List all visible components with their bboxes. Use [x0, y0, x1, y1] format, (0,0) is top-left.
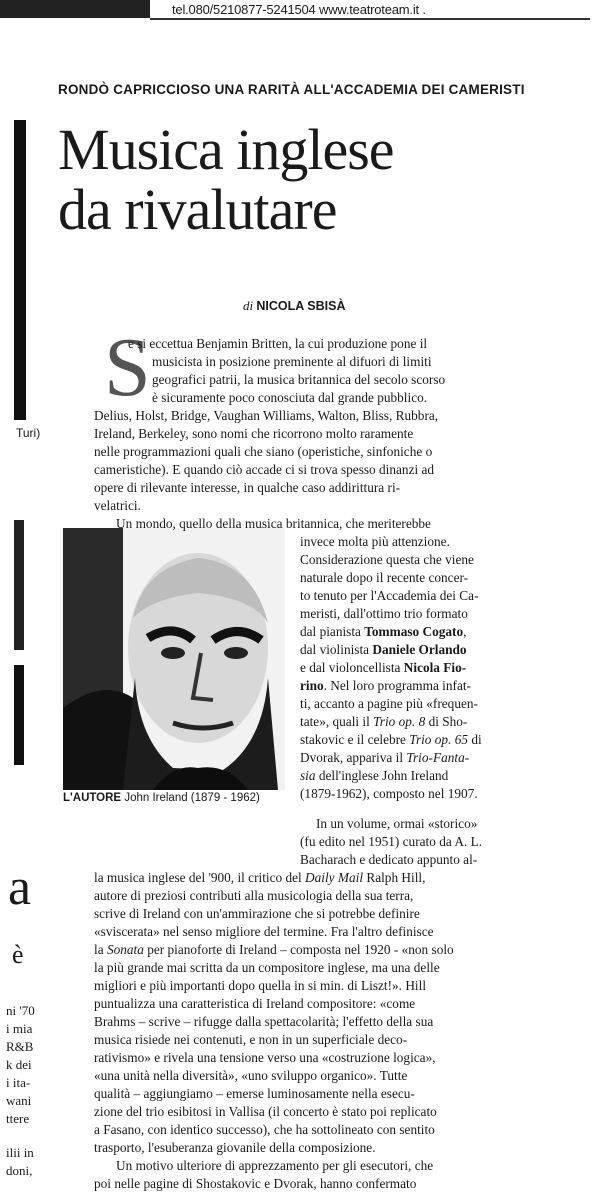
body-line: Considerazione questa che viene	[300, 552, 474, 567]
body-line: (1879-1962), composto nel 1907.	[300, 786, 478, 801]
body-line: dal pianista Tommaso Cogato,	[300, 624, 467, 639]
byline-author: NICOLA SBISÀ	[256, 299, 346, 313]
body-line: Brahms – scrive – rifugge dalla spettacolarità; l'effetto della sua	[94, 1014, 434, 1029]
drop-cap: S	[104, 321, 151, 414]
clip-fragment: ilii in	[6, 1145, 34, 1160]
body-line: stakovic e il celebre Trio op. 65 di	[300, 732, 482, 747]
kicker: RONDÒ CAPRICCIOSO UNA RARITÀ ALL'ACCADEMIA DEI CAMERISTI	[58, 82, 525, 97]
body-line: Un motivo ulteriore di apprezzamento per gli esecutori, che	[116, 1158, 434, 1173]
body-line: meristi, dall'ottimo trio formato	[300, 606, 468, 621]
contact-line: tel.080/5210877-5241504 www.teatroteam.it .	[172, 2, 426, 17]
masthead-strip	[0, 0, 600, 24]
clip-fragment: i ita-	[6, 1075, 31, 1090]
body-line: In un volume, ormai «storico»	[316, 816, 478, 831]
body-line: opere di rilevante interesse, in qualche caso addirittura ri-	[94, 480, 401, 495]
body-line: musica risiede nei contenuti, e non in un superficiale deco-	[94, 1032, 408, 1047]
clip-fragment: R&B	[6, 1039, 34, 1054]
body-line: nelle programmazioni quali che siano (operistiche, sinfoniche o	[94, 444, 433, 459]
body-line: musicista in posizione preminente al difuori di limiti	[152, 354, 432, 369]
clip-fragment: wani	[6, 1093, 32, 1108]
byline	[243, 298, 346, 314]
body-line: poi nelle pagine di Shostakovic e Dvorak, hanno confermato	[94, 1176, 417, 1191]
body-line: rativismo» e rivela una tensione verso una «costruzione logica»,	[94, 1050, 436, 1065]
body-line: geografici patrii, la musica britannica del secolo scorso	[152, 372, 446, 387]
body-line: cameristiche). E quando ciò accade ci si trova spesso dinanzi ad	[94, 462, 435, 477]
body-line: to tenuto per l'Accademia dei Ca-	[300, 588, 479, 603]
body-line: zione del trio esibitosi in Vallisa (il concerto è stato poi replicato	[94, 1104, 437, 1119]
body-line: velatrici.	[94, 498, 141, 513]
clip-fragment: i mia	[6, 1021, 33, 1036]
body-line: tate», quali il Trio op. 8 di Sho-	[300, 714, 468, 729]
body-line: e dal violoncellista Nicola Fio-	[300, 660, 467, 675]
caption-text: John Ireland (1879 - 1962)	[124, 792, 260, 804]
body-line: «sviscerata» nel senso migliore del termine. Fra l'altro definisce	[94, 924, 434, 939]
clip-fragment: doni,	[6, 1163, 33, 1178]
body-line: Ireland, Berkeley, sono nomi che ricorrono molto raramente	[94, 426, 414, 441]
headline	[58, 117, 394, 242]
body-line: Un mondo, quello della musica britannica, che meriterebbe	[116, 516, 431, 531]
body-line: la più grande mai scritta da un compositore inglese, ma una delle	[94, 960, 440, 975]
clip-fragment: ttere	[6, 1111, 30, 1126]
clip-small-letter: è	[12, 940, 24, 969]
headline-line-1: Musica inglese	[58, 117, 394, 182]
body-line: e si eccettua Benjamin Britten, la cui produzione pone il	[128, 336, 428, 351]
photo-caption	[63, 792, 260, 804]
caption-label: L'AUTORE	[63, 792, 122, 804]
byline-di: di	[243, 298, 254, 313]
clip-photo-edge-2	[14, 665, 24, 765]
body-line: dal violinista Daniele Orlando	[300, 642, 467, 657]
body-line: (fu edito nel 1951) curato da A. L.	[300, 834, 483, 849]
clip-fragment: ni '70	[6, 1003, 35, 1018]
body-line: scrive di Ireland con un'ammirazione che si potrebbe definire	[94, 906, 420, 921]
body-line: naturale dopo il recente concer-	[300, 570, 469, 585]
body-line: Bacharach e dedicato appunto al-	[300, 852, 478, 867]
body-line: «una unità nella diversità», «uno sviluppo organico». Tutte	[94, 1068, 408, 1083]
body-line: ti, accanto a pagine più «frequen-	[300, 696, 478, 711]
body-line: trasporto, l'esuberanza giovanile della composizione.	[94, 1140, 376, 1155]
headline-line-2: da rivalutare	[58, 177, 337, 242]
vertical-bar	[14, 120, 26, 420]
adjacent-article-clip	[0, 0, 60, 1200]
body-line: Dvorak, appariva il Trio-Fanta-	[300, 750, 470, 765]
clip-photo-edge	[14, 520, 24, 650]
body-line: autore di preziosi contributi alla musicologia della sua terra,	[94, 888, 414, 903]
author-portrait	[63, 528, 285, 790]
body-line: a Fasano, con identico successo), che ha sottolineato con sentito	[94, 1122, 435, 1137]
body-line: puntualizza una caratteristica di Ireland compositore: «come	[94, 996, 416, 1011]
body-line: invece molta più attenzione.	[300, 534, 450, 549]
body-line: qualità – aggiungiamo – emerse luminosamente nella esecu-	[94, 1086, 415, 1101]
body-line: è sicuramente poco conosciuta dal grande pubblico.	[152, 390, 428, 405]
portrait-illustration	[63, 528, 285, 790]
masthead-rule	[150, 18, 590, 20]
clip-turi: Turi)	[16, 426, 41, 440]
body-line: la musica inglese del '900, il critico del Daily Mail Ralph Hill,	[94, 870, 426, 885]
body-line: migliori e più importanti dopo quella in si min. di Liszt!». Hill	[94, 978, 427, 993]
body-line: sia dell'inglese John Ireland	[300, 768, 449, 783]
clip-big-letter: a	[8, 859, 32, 916]
body-line: Delius, Holst, Bridge, Vaughan Williams, Walton, Bliss, Rubbra,	[94, 408, 439, 423]
clip-fragment: k dei	[6, 1057, 32, 1072]
body-line: la Sonata per pianoforte di Ireland – composta nel 1920 - «non solo	[94, 942, 454, 957]
body-line: rino. Nel loro programma infat-	[300, 678, 471, 693]
